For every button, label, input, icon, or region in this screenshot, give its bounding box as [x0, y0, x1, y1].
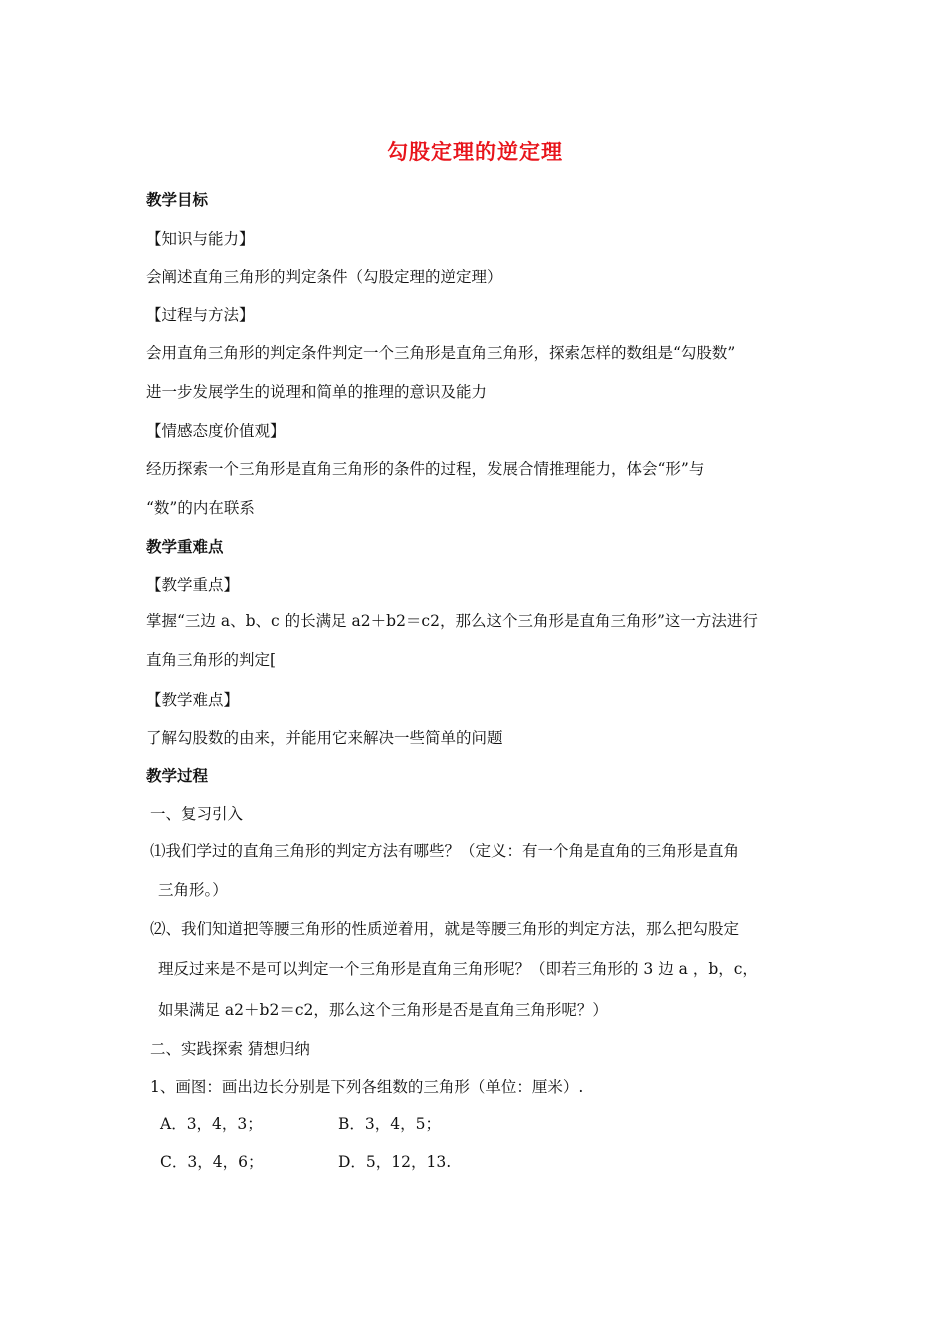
- question-1-line-1: ⑴我们学过的直角三角形的判定方法有哪些？（定义：有一个角是直角的三角形是直角: [150, 842, 740, 860]
- process-method-text-1: 会用直角三角形的判定条件判定一个三角形是直角三角形，探索怎样的数组是“勾股数”: [146, 344, 736, 362]
- document-title: 勾股定理的逆定理: [387, 139, 563, 164]
- option-b: B．3，4，5；: [338, 1115, 441, 1133]
- question-2-line-1: ⑵、我们知道把等腰三角形的性质逆着用，就是等腰三角形的判定方法，那么把勾股定: [150, 920, 740, 938]
- option-d: D．5，12，13.: [338, 1153, 452, 1171]
- objectives-heading: 教学目标: [146, 190, 209, 209]
- review-heading: 一、复习引入: [150, 805, 244, 823]
- process-method-text-2: 进一步发展学生的说理和简单的推理的意识及能力: [146, 383, 488, 401]
- draw-task: 1、画图：画出边长分别是下列各组数的三角形（单位：厘米）.: [150, 1078, 584, 1096]
- question-1-line-2: 三角形。）: [158, 881, 228, 899]
- emotion-text-2: “数”的内在联系: [146, 499, 255, 517]
- knowledge-label: 【知识与能力】: [146, 230, 255, 248]
- option-a: A．3，4，3；: [160, 1115, 263, 1133]
- teaching-process-heading: 教学过程: [146, 766, 209, 785]
- key-text-1: 掌握“三边 a、b、c 的长满足 a2＋b2＝c2，那么这个三角形是直角三角形”这一方法进行: [146, 612, 758, 630]
- option-c: C．3，4，6；: [160, 1153, 264, 1171]
- question-2-line-2: 理反过来是不是可以判定一个三角形是直角三角形呢？（即若三角形的 3 边 a ，b，c，: [158, 960, 758, 978]
- key-points-heading: 教学重难点: [146, 537, 224, 556]
- emotion-text-1: 经历探索一个三角形是直角三角形的条件的过程，发展合情推理能力，体会“形”与: [146, 460, 705, 478]
- difficult-text: 了解勾股数的由来，并能用它来解决一些简单的问题: [146, 729, 503, 747]
- knowledge-text: 会阐述直角三角形的判定条件（勾股定理的逆定理）: [146, 268, 503, 286]
- key-text-2: 直角三角形的判定[: [146, 651, 277, 669]
- question-2-line-3: 如果满足 a2＋b2＝c2，那么这个三角形是否是直角三角形呢？）: [158, 1001, 608, 1019]
- process-method-label: 【过程与方法】: [146, 306, 255, 324]
- key-label: 【教学重点】: [146, 576, 240, 594]
- difficult-label: 【教学难点】: [146, 691, 240, 709]
- emotion-label: 【情感态度价值观】: [146, 422, 286, 440]
- practice-heading: 二、实践探索 猜想归纳: [150, 1040, 310, 1058]
